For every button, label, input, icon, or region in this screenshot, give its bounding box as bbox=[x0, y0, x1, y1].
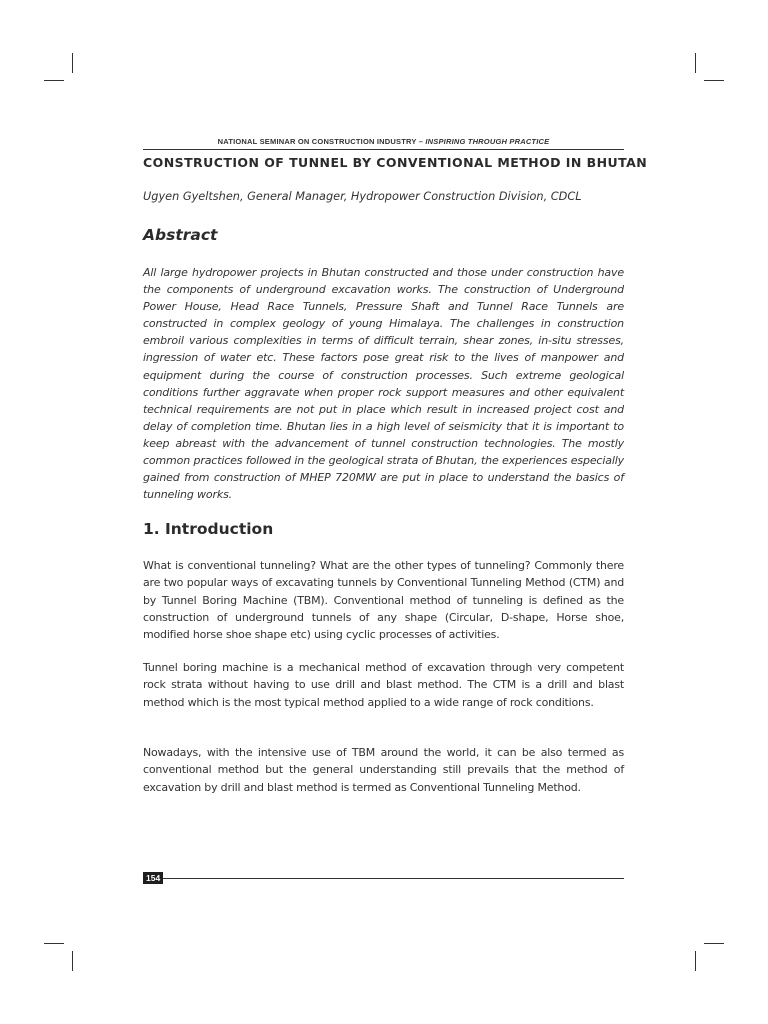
author-line: Ugyen Gyeltshen, General Manager, Hydropower Construction Division, CDCL bbox=[143, 190, 582, 203]
running-head-main: NATIONAL SEMINAR ON CONSTRUCTION INDUSTRY – bbox=[217, 137, 426, 146]
abstract-heading: Abstract bbox=[143, 226, 218, 244]
section-number: 1. bbox=[143, 520, 160, 538]
running-head bbox=[143, 137, 624, 146]
paragraph: Nowadays, with the intensive use of TBM around the world, it can be also termed as conventional method but the general understanding still prevails that the method of excavation by drill and blast method is termed as Conventional Tunneling Method. bbox=[143, 746, 624, 794]
crop-mark bbox=[704, 943, 724, 944]
section-title: Introduction bbox=[165, 520, 274, 538]
crop-mark bbox=[72, 951, 73, 971]
section-heading bbox=[143, 520, 273, 538]
crop-mark bbox=[44, 80, 64, 81]
footer-rule bbox=[143, 878, 624, 879]
crop-mark bbox=[72, 53, 73, 73]
header-rule bbox=[143, 149, 624, 150]
running-head-sub: INSPIRING THROUGH PRACTICE bbox=[425, 137, 550, 146]
paragraph: Tunnel boring machine is a mechanical method of excavation through very competent rock strata without having to use drill and blast method. The CTM is a drill and blast method which is the most typical method applied to a wide range of rock conditions. bbox=[143, 661, 624, 709]
crop-mark bbox=[44, 943, 64, 944]
crop-mark bbox=[704, 80, 724, 81]
paragraph: What is conventional tunneling? What are the other types of tunneling? Commonly there are two popular ways of excavating tunnels by Conventional Tunneling Method (CTM) and by Tunnel Boring Machine (TBM). Conventional method of tunneling is defined as the construction of underground tunnels of any shape (Circular, D-shape, Horse shoe, modified horse shoe shape etc) using cyclic processes of activities. bbox=[143, 559, 624, 642]
paper-title: CONSTRUCTION OF TUNNEL BY CONVENTIONAL METHOD IN BHUTAN bbox=[143, 155, 648, 170]
abstract-body: All large hydropower projects in Bhutan constructed and those under construction have the components of underground excavation works. The construction of Underground Power House, Head Race Tunnels, Pressure Shaft and Tunnel Race Tunnels are constructed in complex geology of young Himalaya. The challenges in construction embroil various complexities in terms of difficult terrain, shear zones, in-situ stresses, ingression of water etc. These factors pose great risk to the lives of manpower and equipment during the course of construction processes. Such extreme geological conditions further aggravate when proper rock support measures and other equivalent technical requirements are not put in place which result in increased project cost and delay of completion time. Bhutan lies in a high level of seismicity that it is important to keep abreast with the advancement of tunnel construction technologies. The mostly common practices followed in the geological strata of Bhutan, the experiences especially gained from construction of MHEP 720MW are put in place to understand the basics of tunneling works. bbox=[143, 266, 624, 502]
page-number: 154 bbox=[143, 872, 163, 884]
crop-mark bbox=[695, 53, 696, 73]
crop-mark bbox=[695, 951, 696, 971]
